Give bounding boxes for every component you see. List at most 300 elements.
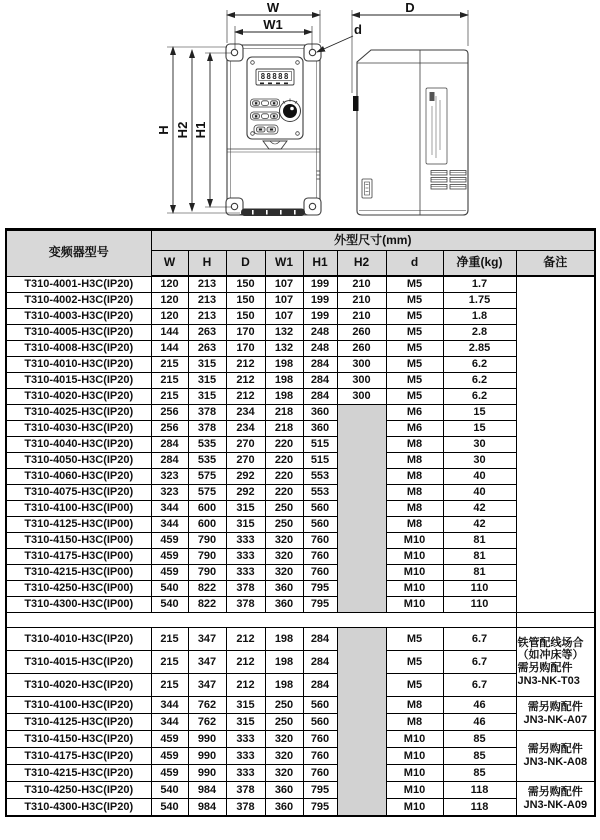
weight-cell: 2.85 — [443, 341, 516, 357]
dim-cell: 132 — [265, 325, 303, 341]
model-cell: T310-4060-H3C(IP20) — [6, 469, 151, 485]
dim-cell: 315 — [226, 501, 265, 517]
dim-cell: 198 — [265, 389, 303, 405]
screw-cell: M10 — [386, 731, 443, 748]
model-cell: T310-4003-H3C(IP20) — [6, 309, 151, 325]
col-header-dims-group: 外型尺寸(mm) — [151, 230, 595, 251]
dim-cell: 300 — [337, 373, 386, 389]
screw-cell: M5 — [386, 651, 443, 674]
table-row — [6, 469, 595, 485]
dim-cell: 822 — [188, 581, 226, 597]
table-row — [6, 389, 595, 405]
keypad-buttons — [251, 99, 280, 134]
dim-cell: 320 — [265, 549, 303, 565]
dim-cell: 315 — [226, 714, 265, 731]
model-cell: T310-4008-H3C(IP20) — [6, 341, 151, 357]
dim-cell: 560 — [303, 517, 337, 533]
dim-cell: 300 — [337, 389, 386, 405]
dim-cell: 378 — [226, 799, 265, 817]
remark-cell — [516, 628, 595, 697]
dim-cell: 212 — [226, 357, 265, 373]
dim-label-w: W — [266, 0, 280, 15]
dim-cell: 256 — [151, 421, 188, 437]
dim-cell: 560 — [303, 501, 337, 517]
dim-cell: 107 — [265, 309, 303, 325]
model-cell: T310-4125-H3C(IP00) — [6, 517, 151, 533]
dim-cell: 790 — [188, 533, 226, 549]
model-cell: T310-4300-H3C(IP00) — [6, 597, 151, 613]
remark-line: 铁管配线场合 — [517, 636, 584, 649]
weight-cell: 6.7 — [443, 628, 516, 651]
dim-cell: 378 — [226, 581, 265, 597]
dim-cell: 984 — [188, 799, 226, 817]
screw-cell: M8 — [386, 453, 443, 469]
dim-cell: 198 — [265, 651, 303, 674]
dim-cell: 107 — [265, 276, 303, 293]
model-cell: T310-4215-H3C(IP00) — [6, 565, 151, 581]
dim-cell: 120 — [151, 293, 188, 309]
remark-cell — [516, 782, 595, 817]
dim-cell: 213 — [188, 276, 226, 293]
dim-cell: 535 — [188, 453, 226, 469]
dim-cell: 199 — [303, 293, 337, 309]
dim-cell: 284 — [151, 437, 188, 453]
weight-cell: 15 — [443, 421, 516, 437]
dim-cell: 250 — [265, 501, 303, 517]
dim-cell: 553 — [303, 469, 337, 485]
side-body — [357, 50, 468, 215]
dim-cell: 320 — [265, 731, 303, 748]
dim-cell: 344 — [151, 517, 188, 533]
col-header-h: H — [188, 251, 226, 277]
weight-cell: 1.8 — [443, 309, 516, 325]
model-cell: T310-4020-H3C(IP20) — [6, 389, 151, 405]
screw-cell: M10 — [386, 748, 443, 765]
screw-cell: M10 — [386, 549, 443, 565]
screw-cell: M10 — [386, 565, 443, 581]
model-cell: T310-4250-H3C(IP00) — [6, 581, 151, 597]
dim-cell: 220 — [265, 469, 303, 485]
model-cell: T310-4002-H3C(IP20) — [6, 293, 151, 309]
dim-cell: 323 — [151, 485, 188, 501]
dim-cell: 560 — [303, 714, 337, 731]
model-cell: T310-4150-H3C(IP00) — [6, 533, 151, 549]
screw-cell: M6 — [386, 405, 443, 421]
model-cell: T310-4175-H3C(IP20) — [6, 748, 151, 765]
dim-cell: 292 — [226, 469, 265, 485]
dim-cell: 795 — [303, 597, 337, 613]
dim-cell: 270 — [226, 453, 265, 469]
screw-cell: M8 — [386, 485, 443, 501]
model-cell: T310-4040-H3C(IP20) — [6, 437, 151, 453]
dim-cell: 215 — [151, 357, 188, 373]
table-row — [6, 549, 595, 565]
remark-line: （如冲床等） — [517, 649, 584, 662]
table-row — [6, 373, 595, 389]
weight-cell: 6.2 — [443, 357, 516, 373]
dim-cell: 315 — [188, 389, 226, 405]
dim-cell: 250 — [265, 517, 303, 533]
table-row — [6, 674, 595, 697]
model-cell: T310-4005-H3C(IP20) — [6, 325, 151, 341]
table-row — [6, 765, 595, 782]
model-cell: T310-4100-H3C(IP20) — [6, 697, 151, 714]
dim-cell: 760 — [303, 565, 337, 581]
table-row — [6, 597, 595, 613]
dim-cell: 284 — [303, 651, 337, 674]
dim-cell: 212 — [226, 674, 265, 697]
dim-cell: 535 — [188, 437, 226, 453]
col-header-h2: H2 — [337, 251, 386, 277]
dim-cell: 795 — [303, 581, 337, 597]
dim-cell: 560 — [303, 697, 337, 714]
separator-remark-cell — [516, 613, 595, 628]
dim-cell: 575 — [188, 469, 226, 485]
screw-cell: M5 — [386, 628, 443, 651]
dim-cell: 347 — [188, 628, 226, 651]
dim-cell: 344 — [151, 501, 188, 517]
model-cell: T310-4250-H3C(IP20) — [6, 782, 151, 799]
dim-cell: 198 — [265, 373, 303, 389]
table-row — [6, 697, 595, 714]
dim-cell: 378 — [226, 782, 265, 799]
weight-cell: 85 — [443, 731, 516, 748]
dim-cell: 540 — [151, 581, 188, 597]
model-cell: T310-4030-H3C(IP20) — [6, 421, 151, 437]
col-header-w: W — [151, 251, 188, 277]
dim-cell: 199 — [303, 276, 337, 293]
screw-cell: M6 — [386, 421, 443, 437]
weight-cell: 110 — [443, 581, 516, 597]
model-cell: T310-4075-H3C(IP20) — [6, 485, 151, 501]
dim-cell: 315 — [226, 517, 265, 533]
model-cell: T310-4010-H3C(IP20) — [6, 628, 151, 651]
screw-cell: M8 — [386, 697, 443, 714]
table-row — [6, 437, 595, 453]
dim-cell: 218 — [265, 405, 303, 421]
side-view — [353, 50, 468, 215]
dim-cell: 248 — [303, 325, 337, 341]
weight-cell: 6.2 — [443, 389, 516, 405]
table-row — [6, 309, 595, 325]
remark-line: 需另购配件 — [527, 700, 583, 713]
dim-cell: 132 — [265, 341, 303, 357]
dim-cell: 284 — [303, 357, 337, 373]
weight-cell: 81 — [443, 549, 516, 565]
dim-cell: 263 — [188, 325, 226, 341]
model-cell: T310-4015-H3C(IP20) — [6, 651, 151, 674]
dim-cell: 263 — [188, 341, 226, 357]
dim-cell: 210 — [337, 309, 386, 325]
table-row — [6, 748, 595, 765]
table-row — [6, 565, 595, 581]
dim-cell: 215 — [151, 674, 188, 697]
col-header-screw: d — [386, 251, 443, 277]
dimension-drawing — [0, 0, 600, 228]
remark-cell — [516, 731, 595, 782]
bottom-terminal-strip — [241, 209, 305, 217]
dim-cell: 260 — [337, 325, 386, 341]
dim-cell: 347 — [188, 674, 226, 697]
weight-cell: 42 — [443, 517, 516, 533]
screw-cell: M10 — [386, 533, 443, 549]
weight-cell: 110 — [443, 597, 516, 613]
dim-cell: 459 — [151, 549, 188, 565]
table-row — [6, 714, 595, 731]
dim-cell: 284 — [303, 674, 337, 697]
dim-cell: 212 — [226, 651, 265, 674]
dim-cell: 292 — [226, 485, 265, 501]
weight-cell: 118 — [443, 799, 516, 817]
screw-cell: M8 — [386, 437, 443, 453]
dim-cell: 795 — [303, 782, 337, 799]
dim-cell: 150 — [226, 309, 265, 325]
dim-cell: 256 — [151, 405, 188, 421]
dim-cell: 600 — [188, 517, 226, 533]
dim-cell: 220 — [265, 437, 303, 453]
table-row — [6, 581, 595, 597]
dim-cell: 333 — [226, 731, 265, 748]
dim-cell: 540 — [151, 782, 188, 799]
model-cell: T310-4050-H3C(IP20) — [6, 453, 151, 469]
dim-cell: 284 — [303, 628, 337, 651]
dim-cell: 600 — [188, 501, 226, 517]
remark-cell — [516, 697, 595, 731]
weight-cell: 118 — [443, 782, 516, 799]
screw-cell: M10 — [386, 581, 443, 597]
dim-cell: 284 — [151, 453, 188, 469]
dim-cell: 378 — [226, 597, 265, 613]
col-header-w1: W1 — [265, 251, 303, 277]
dim-cell: 270 — [226, 437, 265, 453]
dim-cell: 378 — [188, 405, 226, 421]
dim-cell: 144 — [151, 341, 188, 357]
dim-cell: 320 — [265, 565, 303, 581]
empty-h2-cell — [337, 405, 386, 613]
dim-cell: 990 — [188, 765, 226, 782]
dim-cell: 515 — [303, 437, 337, 453]
weight-cell: 30 — [443, 453, 516, 469]
dim-cell: 760 — [303, 533, 337, 549]
dim-cell: 234 — [226, 421, 265, 437]
dim-cell: 360 — [303, 421, 337, 437]
screw-cell: M10 — [386, 765, 443, 782]
screw-cell: M8 — [386, 469, 443, 485]
separator-row — [6, 613, 595, 628]
dim-cell: 250 — [265, 697, 303, 714]
dim-cell: 760 — [303, 748, 337, 765]
dim-cell: 212 — [226, 373, 265, 389]
dim-cell: 198 — [265, 357, 303, 373]
dim-cell: 248 — [303, 341, 337, 357]
model-cell: T310-4025-H3C(IP20) — [6, 405, 151, 421]
dim-cell: 315 — [188, 357, 226, 373]
dim-cell: 540 — [151, 799, 188, 817]
weight-cell: 1.75 — [443, 293, 516, 309]
dim-cell: 984 — [188, 782, 226, 799]
model-cell: T310-4300-H3C(IP20) — [6, 799, 151, 817]
dim-cell: 220 — [265, 485, 303, 501]
table-row — [6, 485, 595, 501]
dim-cell: 459 — [151, 565, 188, 581]
dim-cell: 575 — [188, 485, 226, 501]
dimensions-table — [5, 228, 596, 817]
side-connector — [353, 96, 359, 111]
col-header-model: 变频器型号 — [6, 230, 151, 277]
remark-line: JN3-NK-A08 — [523, 756, 588, 768]
weight-cell: 6.7 — [443, 674, 516, 697]
dim-cell: 333 — [226, 533, 265, 549]
dim-cell: 107 — [265, 293, 303, 309]
screw-cell: M8 — [386, 714, 443, 731]
dim-cell: 760 — [303, 549, 337, 565]
weight-cell: 42 — [443, 501, 516, 517]
dim-cell: 220 — [265, 453, 303, 469]
dim-cell: 459 — [151, 731, 188, 748]
remark-line: 需另购配件 — [517, 662, 573, 674]
empty-h2-cell — [337, 628, 386, 817]
dim-cell: 215 — [151, 373, 188, 389]
dim-cell: 284 — [303, 389, 337, 405]
screw-cell: M5 — [386, 389, 443, 405]
dim-cell: 344 — [151, 714, 188, 731]
dim-cell: 284 — [303, 373, 337, 389]
dim-cell: 300 — [337, 357, 386, 373]
dim-cell: 990 — [188, 731, 226, 748]
dim-label-d-hole: d — [354, 22, 362, 37]
dim-cell: 378 — [188, 421, 226, 437]
dim-cell: 198 — [265, 628, 303, 651]
col-header-h1: H1 — [303, 251, 337, 277]
table-row — [6, 276, 595, 293]
table-row — [6, 357, 595, 373]
weight-cell: 46 — [443, 697, 516, 714]
dim-cell: 323 — [151, 469, 188, 485]
dim-cell: 215 — [151, 628, 188, 651]
screw-cell: M10 — [386, 782, 443, 799]
dim-cell: 199 — [303, 309, 337, 325]
col-header-weight: 净重(kg) — [443, 251, 516, 277]
model-cell: T310-4215-H3C(IP20) — [6, 765, 151, 782]
dim-cell: 515 — [303, 453, 337, 469]
remark-line: 需另购配件 — [527, 743, 583, 756]
dim-cell: 198 — [265, 674, 303, 697]
screw-cell: M5 — [386, 674, 443, 697]
dim-cell: 215 — [151, 651, 188, 674]
dim-label-h2: H2 — [175, 121, 190, 139]
table-row — [6, 533, 595, 549]
dim-label-h1: H1 — [193, 121, 208, 139]
dim-cell: 795 — [303, 799, 337, 817]
dim-cell: 234 — [226, 405, 265, 421]
table-row — [6, 628, 595, 651]
dim-cell: 553 — [303, 485, 337, 501]
remark-empty-cell — [516, 276, 595, 613]
dim-cell: 320 — [265, 765, 303, 782]
weight-cell: 46 — [443, 714, 516, 731]
dim-cell: 315 — [226, 697, 265, 714]
remark-line: JN3-NK-T03 — [517, 674, 580, 687]
dim-cell: 218 — [265, 421, 303, 437]
dim-cell: 120 — [151, 276, 188, 293]
dim-cell: 459 — [151, 748, 188, 765]
col-header-remark: 备注 — [516, 251, 595, 277]
dim-cell: 315 — [188, 373, 226, 389]
table-row — [6, 799, 595, 817]
table-row — [6, 293, 595, 309]
dim-cell: 344 — [151, 697, 188, 714]
dim-label-h: H — [156, 125, 171, 135]
dim-cell: 790 — [188, 549, 226, 565]
weight-cell: 15 — [443, 405, 516, 421]
model-cell: T310-4020-H3C(IP20) — [6, 674, 151, 697]
model-cell: T310-4125-H3C(IP20) — [6, 714, 151, 731]
dim-cell: 120 — [151, 309, 188, 325]
dim-cell: 333 — [226, 565, 265, 581]
keypad-panel — [247, 57, 303, 139]
table-row — [6, 651, 595, 674]
screw-cell: M5 — [386, 325, 443, 341]
weight-cell: 85 — [443, 765, 516, 782]
weight-cell: 6.2 — [443, 373, 516, 389]
dim-cell: 333 — [226, 549, 265, 565]
dim-cell: 790 — [188, 565, 226, 581]
dim-cell: 170 — [226, 325, 265, 341]
dim-cell: 213 — [188, 293, 226, 309]
weight-cell: 1.7 — [443, 276, 516, 293]
remark-line: 需另购配件 — [527, 785, 583, 798]
weight-cell: 6.7 — [443, 651, 516, 674]
dim-cell: 150 — [226, 293, 265, 309]
dim-cell: 250 — [265, 714, 303, 731]
dim-cell: 762 — [188, 697, 226, 714]
weight-cell: 85 — [443, 748, 516, 765]
weight-cell: 81 — [443, 533, 516, 549]
dim-cell: 459 — [151, 533, 188, 549]
dim-cell: 320 — [265, 533, 303, 549]
screw-cell: M5 — [386, 357, 443, 373]
dim-cell: 360 — [265, 799, 303, 817]
dim-cell: 150 — [226, 276, 265, 293]
dim-cell: 760 — [303, 765, 337, 782]
dim-cell: 212 — [226, 389, 265, 405]
dim-cell: 760 — [303, 731, 337, 748]
dim-cell: 333 — [226, 748, 265, 765]
dim-cell: 144 — [151, 325, 188, 341]
dim-cell: 333 — [226, 765, 265, 782]
dim-label-w1: W1 — [263, 17, 283, 32]
screw-cell: M10 — [386, 597, 443, 613]
header-row-group — [6, 230, 595, 251]
table-row — [6, 453, 595, 469]
screw-cell: M8 — [386, 517, 443, 533]
display-digits: 88888 — [260, 72, 290, 82]
col-header-d: D — [226, 251, 265, 277]
dim-cell: 360 — [303, 405, 337, 421]
dim-cell: 822 — [188, 597, 226, 613]
table-row — [6, 341, 595, 357]
dim-cell: 347 — [188, 651, 226, 674]
weight-cell: 81 — [443, 565, 516, 581]
screw-cell: M5 — [386, 276, 443, 293]
weight-cell: 40 — [443, 469, 516, 485]
dim-cell: 360 — [265, 581, 303, 597]
table-row — [6, 731, 595, 748]
table-row — [6, 501, 595, 517]
dim-cell: 212 — [226, 628, 265, 651]
table-row — [6, 405, 595, 421]
dim-cell: 210 — [337, 293, 386, 309]
